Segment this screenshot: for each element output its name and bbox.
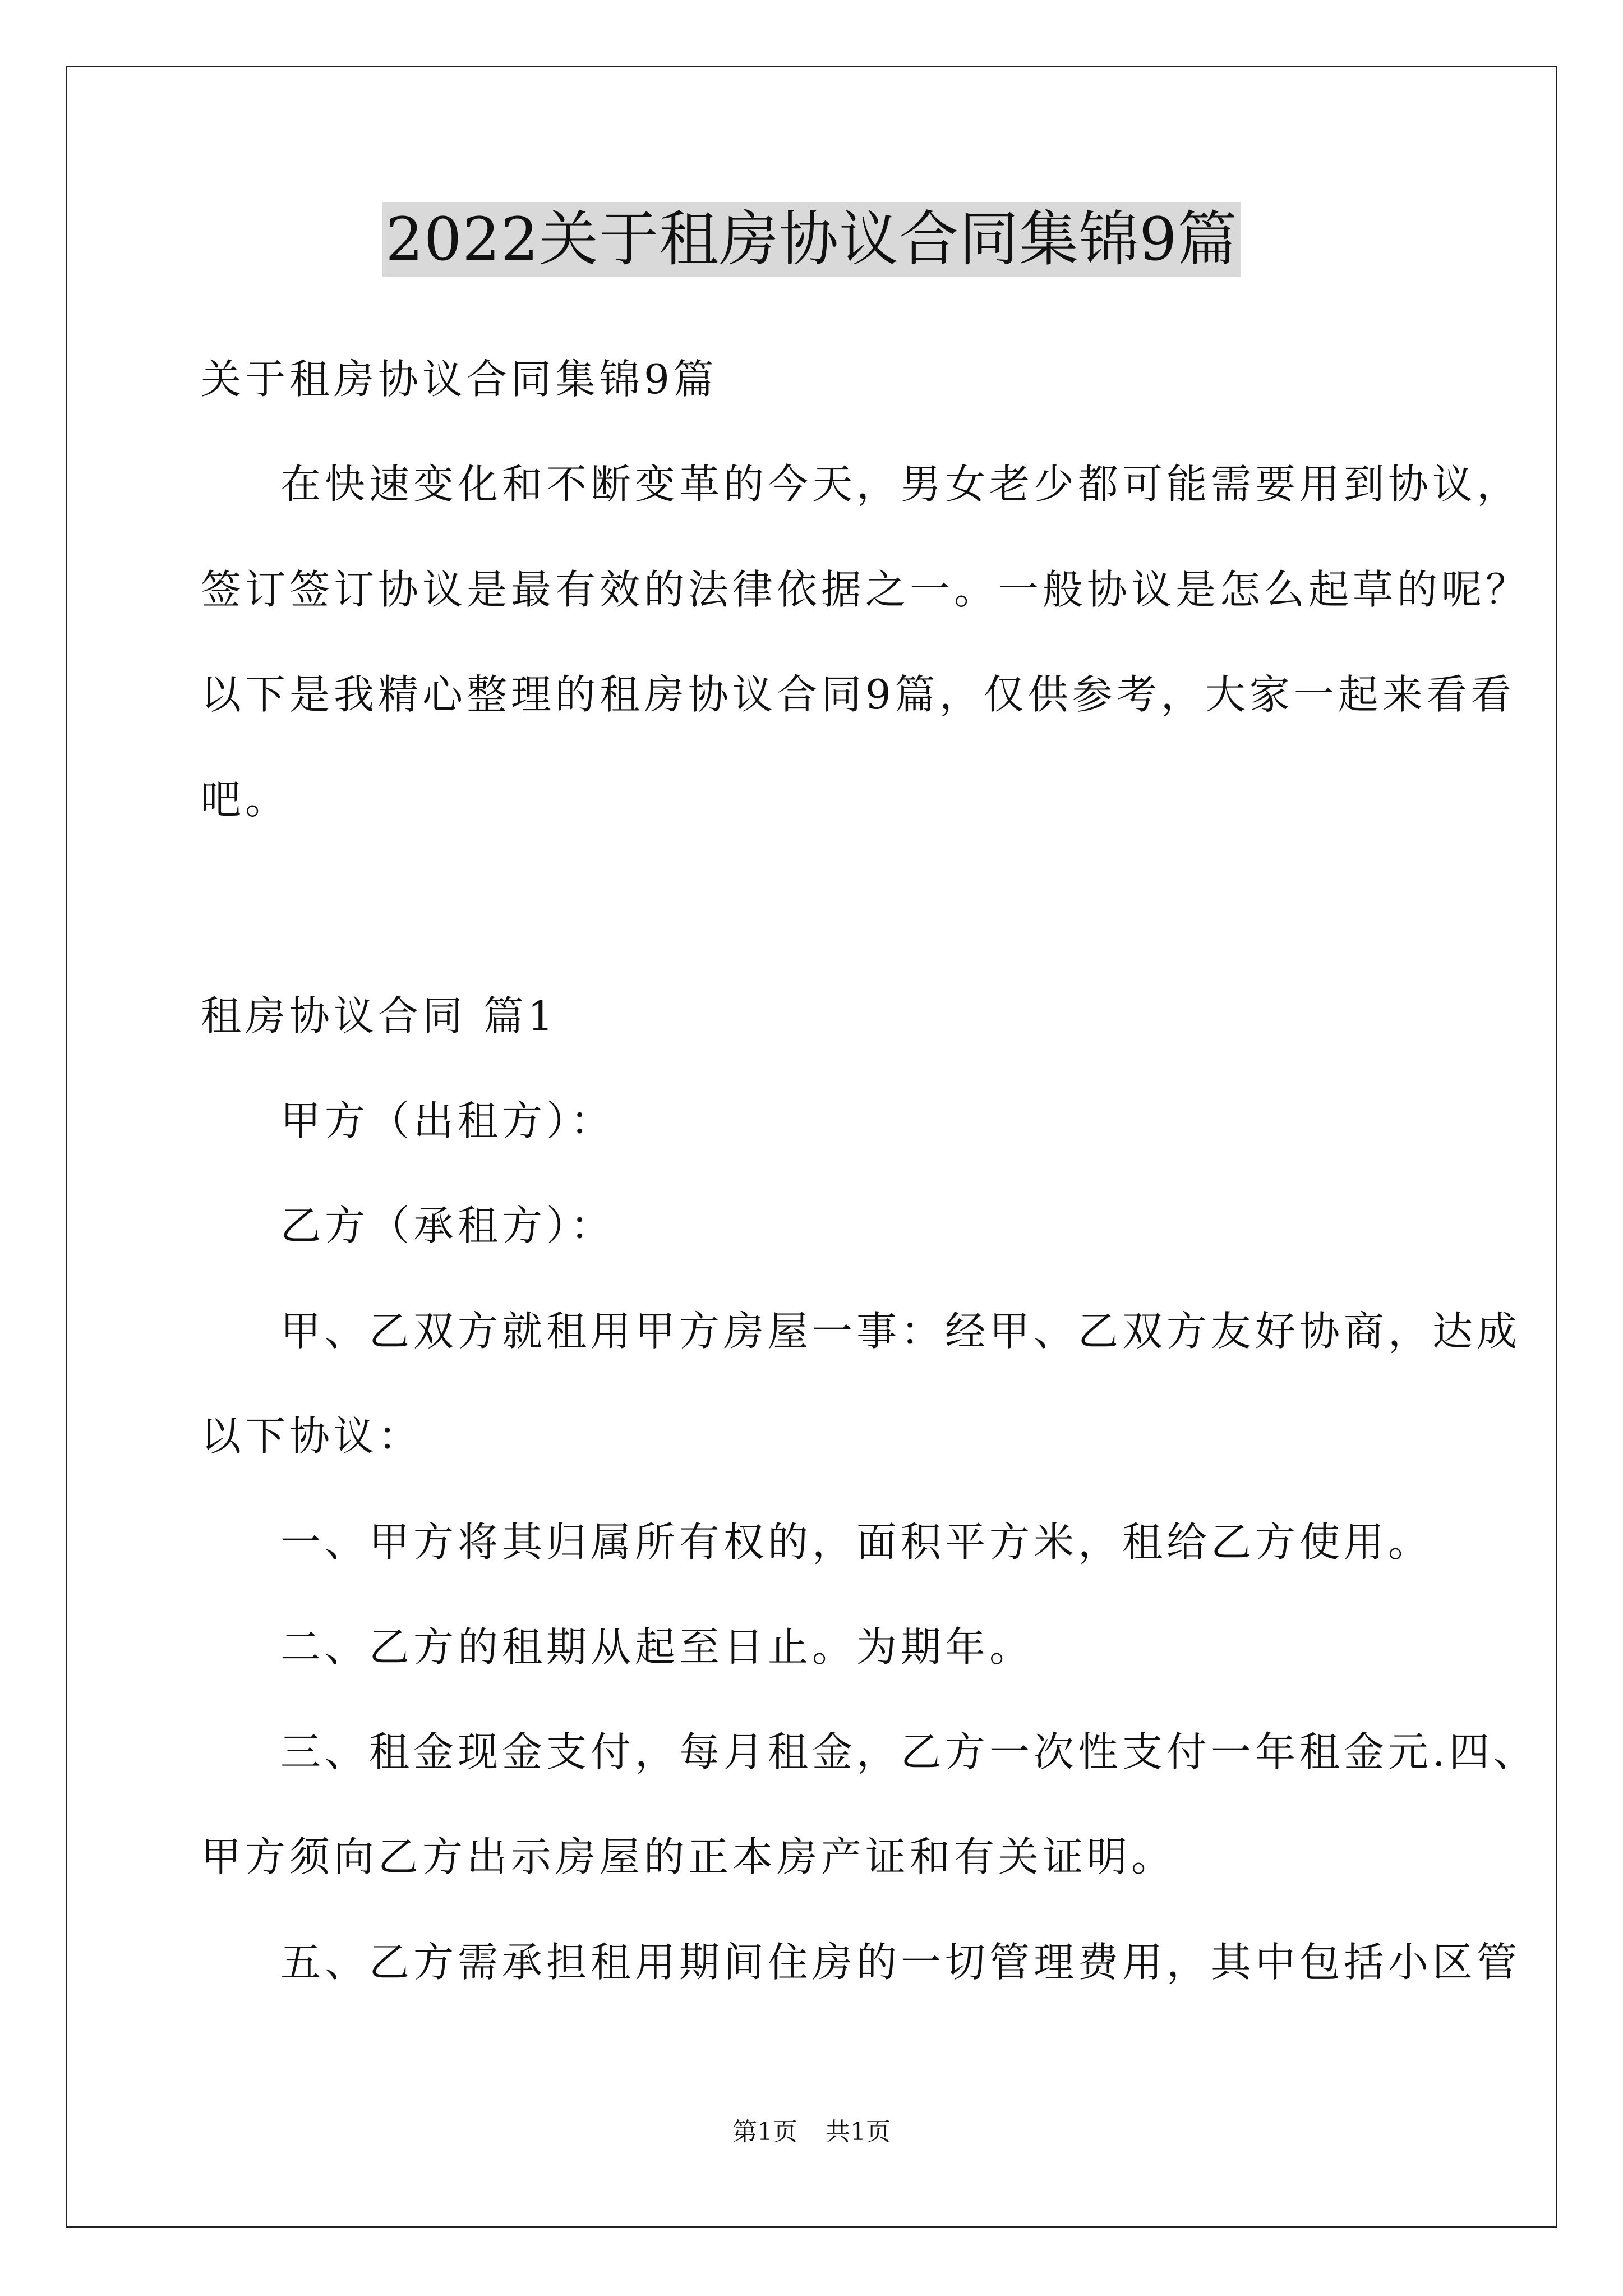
page-number: 第1页 [732, 2118, 797, 2146]
clause-line: 甲方须向乙方出示房屋的正本房产证和有关证明。 [201, 1833, 1176, 1880]
paragraph-line: 吧。 [201, 776, 290, 823]
section-heading: 租房协议合同 篇1 [201, 992, 557, 1039]
party-a-line: 甲方（出租方）： [280, 1097, 615, 1144]
intro-heading: 关于租房协议合同集锦9篇 [201, 356, 718, 403]
document-title: 2022关于租房协议合同集锦9篇 [382, 202, 1241, 277]
clause-line: 二、乙方的租期从起至日止。为期年。 [280, 1623, 1034, 1671]
paragraph-line: 在快速变化和不断变革的今天，男女老少都可能需要用到协议， [280, 461, 1521, 508]
party-b-line: 乙方（承租方）： [280, 1202, 615, 1249]
clause-line: 五、乙方需承担租用期间住房的一切管理费用，其中包括小区管 [280, 1939, 1521, 1986]
paragraph-line: 签订签订协议是最有效的法律依据之一。一般协议是怎么起草的呢？ [201, 566, 1530, 613]
paragraph-line: 甲、乙双方就租用甲方房屋一事：经甲、乙双方友好协商，达成 [280, 1308, 1521, 1355]
clause-line: 一、甲方将其归属所有权的，面积平方米，租给乙方使用。 [280, 1519, 1433, 1566]
paragraph-line: 以下是我精心整理的租房协议合同9篇，仅供参考，大家一起来看看 [201, 671, 1515, 718]
document-title-container [0, 202, 1623, 277]
clause-line: 三、租金现金支付，每月租金，乙方一次性支付一年租金元.四、 [280, 1728, 1538, 1775]
page-total: 共1页 [826, 2118, 891, 2146]
page-footer [0, 2116, 1623, 2148]
paragraph-line: 以下协议： [201, 1412, 423, 1460]
